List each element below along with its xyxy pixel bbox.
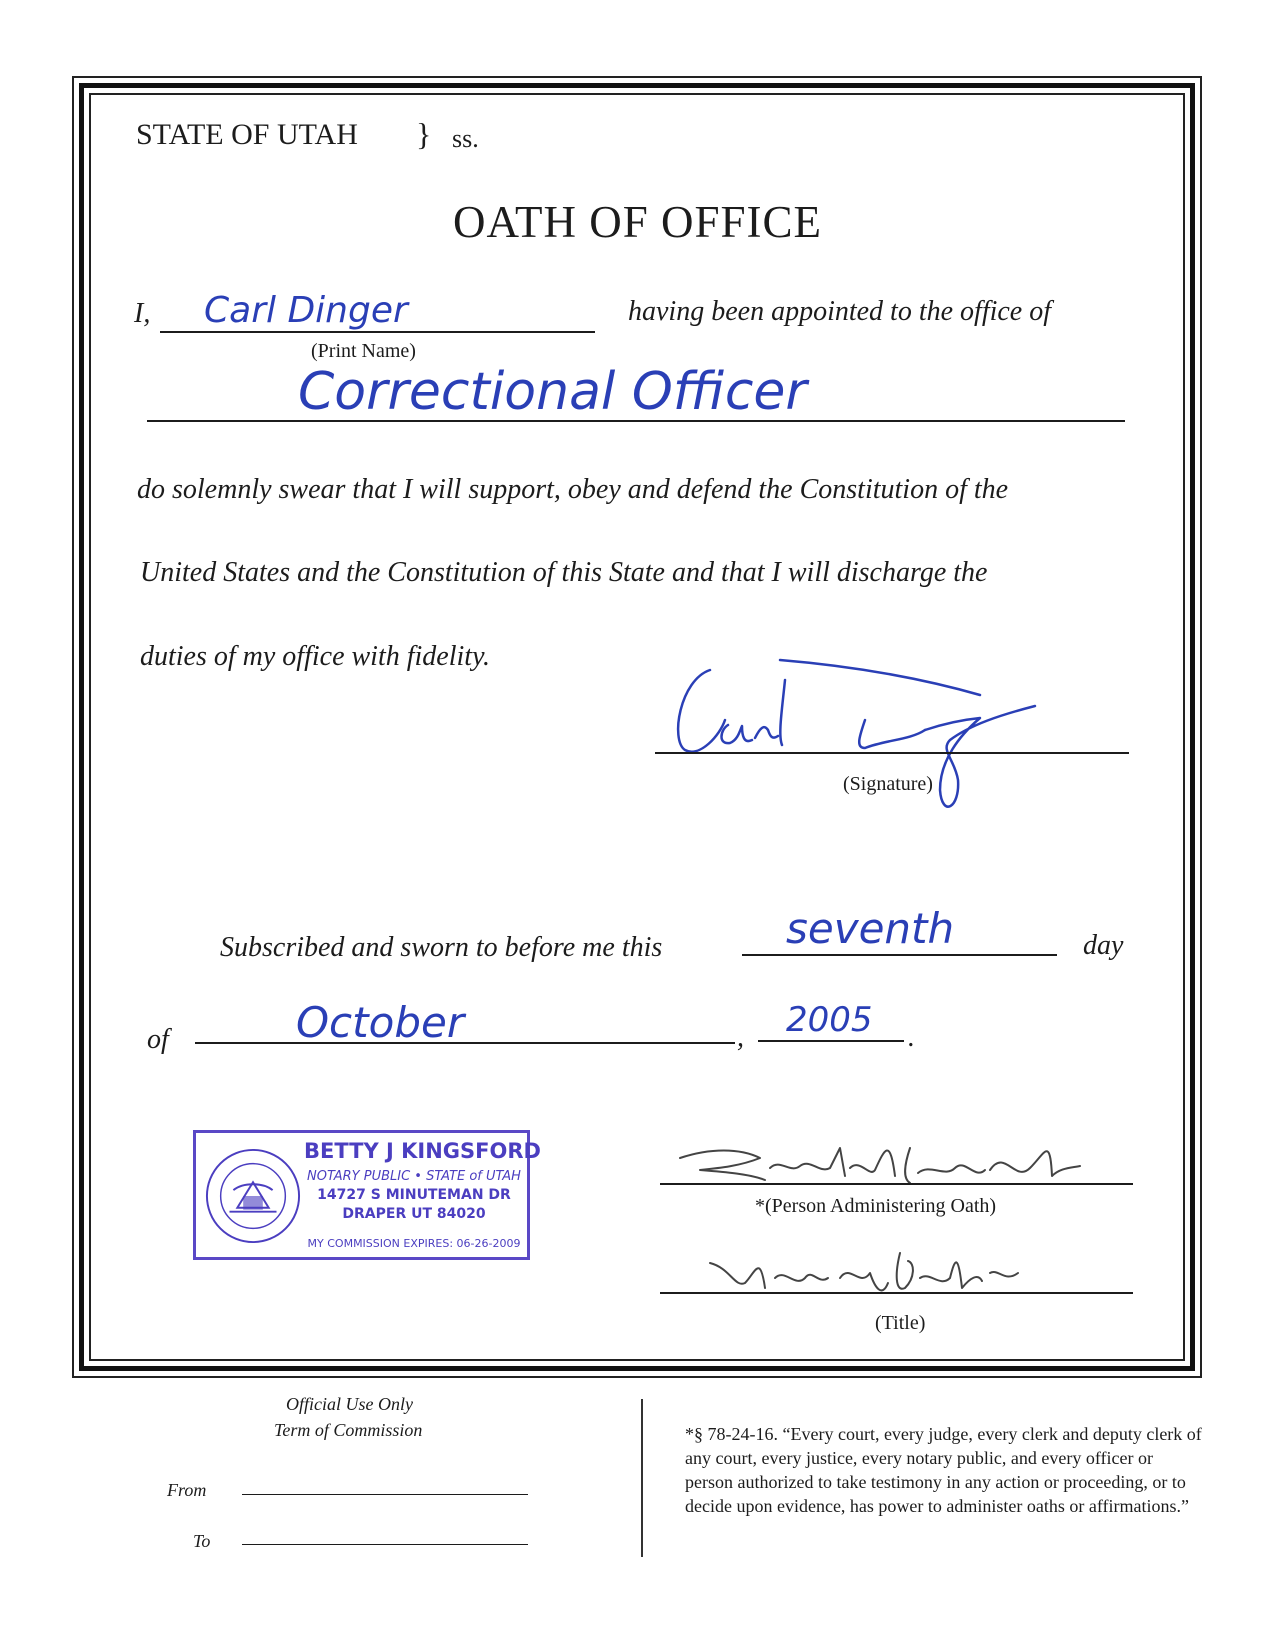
stamp-notary-name: BETTY J KINGSFORD [304,1139,541,1163]
administrator-label: *(Person Administering Oath) [755,1195,997,1217]
appointed-text: having been appointed to the office of [628,296,1052,327]
month-line [195,1042,735,1044]
administrator-line [660,1183,1133,1185]
print-name-label: (Print Name) [311,340,416,362]
footer-divider [641,1399,643,1557]
of-label: of [147,1024,169,1055]
signature-label: (Signature) [843,773,933,795]
oath-body-line-1: do solemnly swear that I will support, obey and defend the Constitution of the [137,474,1009,505]
comma: , [737,1022,744,1053]
official-use-heading: Official Use Only [286,1394,413,1414]
period: . [908,1022,915,1053]
day-handwritten: seventh [786,904,955,953]
state-heading: STATE OF UTAH [136,118,358,151]
statute-citation: *§ 78-24-16. “Every court, every judge, every clerk and deputy clerk of any court, every justice, every notary public, and every officer or person authorized to take testimony in any action or proceeding, or to decide upon evidence, has power to administer oaths or affirmations.” [685,1424,1202,1516]
stamp-address-line-2: DRAPER UT 84020 [342,1206,486,1222]
stamp-notary-title: NOTARY PUBLIC • STATE of UTAH [307,1169,521,1184]
to-label: To [193,1531,211,1551]
oath-body-line-2: United States and the Constitution of this State and that I will discharge the [140,557,988,588]
day-line [742,954,1057,956]
notary-stamp [193,1130,541,1260]
state-seal-icon [204,1147,302,1245]
sworn-text: Subscribed and sworn to before me this [220,932,663,963]
document-title: OATH OF OFFICE [452,197,823,247]
title-handwritten-notary-public [700,1243,1030,1303]
stamp-commission-expiry: MY COMMISSION EXPIRES: 06-26-2009 [307,1237,521,1250]
oath-prefix: I, [134,298,151,329]
office-handwritten: Correctional Officer [298,362,807,422]
name-line [160,331,595,333]
oath-body-line-3: duties of my office with fidelity. [140,641,490,672]
year-line [758,1040,904,1042]
scilicet-label: ss. [452,124,479,153]
to-line [242,1544,528,1545]
from-line [242,1494,528,1495]
signature-carl-dinger [660,640,1060,830]
administrator-signature [670,1128,1110,1198]
signature-line [655,752,1129,754]
month-handwritten: October [296,998,465,1047]
year-handwritten: 2005 [786,1000,873,1040]
term-of-commission-heading: Term of Commission [274,1420,423,1440]
title-label: (Title) [875,1312,926,1334]
from-label: From [167,1480,207,1500]
name-handwritten: Carl Dinger [204,290,408,331]
day-label: day [1083,930,1124,961]
venue-brace: } [416,116,432,152]
stamp-address-line-1: 14727 S MINUTEMAN DR [317,1187,511,1203]
title-line [660,1292,1133,1294]
